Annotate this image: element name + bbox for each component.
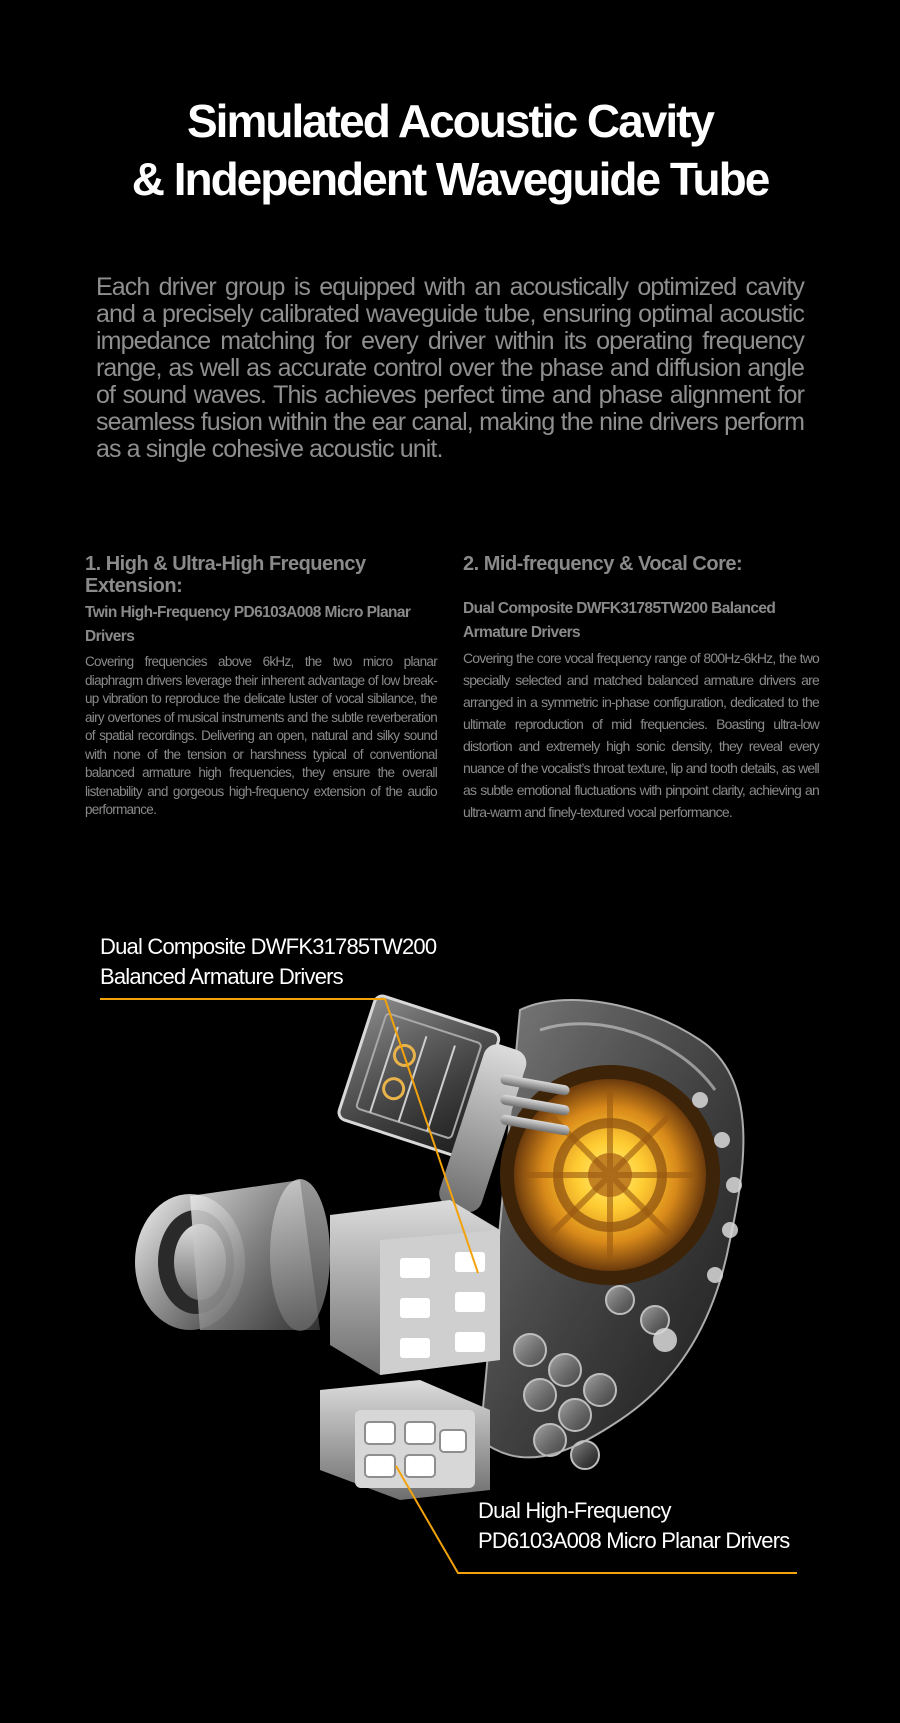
- intro-paragraph: Each driver group is equipped with an acoustically optimized cavity and a precisely calibrated waveguide tube, ensuring optimal acoustic impedance matching for every driver within its operating frequency range, as well as accurate control over the phase and diffusion angle of sound waves. This achieves perfect time and phase alignment for seamless fusion within the ear canal, making the nine drivers perform as a single cohesive acoustic unit.: [96, 273, 804, 463]
- callout-bottom-line-1: Dual High-Frequency: [478, 1498, 671, 1523]
- feature-subtitle: Dual Composite DWFK31785TW200 Balanced Armature Drivers: [463, 600, 776, 641]
- feature-body: Covering the core vocal frequency range of 800Hz-6kHz, the two specially selected and matched balanced armature drivers are arranged in a symmetric in-phase configuration, dedicated to the ultimate reproduction of mid frequencies. Boasting ultra-low distortion and extremely high sonic density, they reveal every nuance of the vocalist’s throat texture, lip and tooth details, as well as subtle emotional fluctuations with pinpoint clarity, achieving an ultra-warm and finely-textured vocal performance.: [463, 650, 819, 820]
- callout-top-label: [100, 932, 460, 992]
- callout-bottom-line-2: PD6103A008 Micro Planar Drivers: [478, 1528, 790, 1553]
- waveguide-disc: [500, 1065, 720, 1285]
- callout-top-line-2: Balanced Armature Drivers: [100, 964, 343, 989]
- feature-body: Covering frequencies above 6kHz, the two micro planar diaphragm drivers leverage their inherent advantage of low break-up vibration to reproduce the delicate luster of vocal sibilance, the airy overtones of musical instruments and the subtle reverberation of spatial recordings. Delivering an open, natural and silky sound with none of the tension or harshness typical of conventional balanced armature high frequencies, they ensure the overall listenability and gorgeous high-frequency extension of the audio performance.: [85, 654, 437, 817]
- nozzle: [135, 1179, 330, 1331]
- callout-top-line-1: Dual Composite DWFK31785TW200: [100, 934, 437, 959]
- page-title-line-2: & Independent Waveguide Tube: [131, 153, 769, 205]
- planar-driver-upper: [330, 1200, 500, 1375]
- feature-title: 1. High & Ultra-High Frequency Extension:: [85, 553, 366, 597]
- callout-bottom-label: [478, 1496, 818, 1556]
- feature-subtitle: Twin High-Frequency PD6103A008 Micro Planar Drivers: [85, 604, 411, 645]
- feature-title: 2. Mid-frequency & Vocal Core:: [463, 553, 743, 575]
- page-title-line-1: Simulated Acoustic Cavity: [186, 95, 713, 147]
